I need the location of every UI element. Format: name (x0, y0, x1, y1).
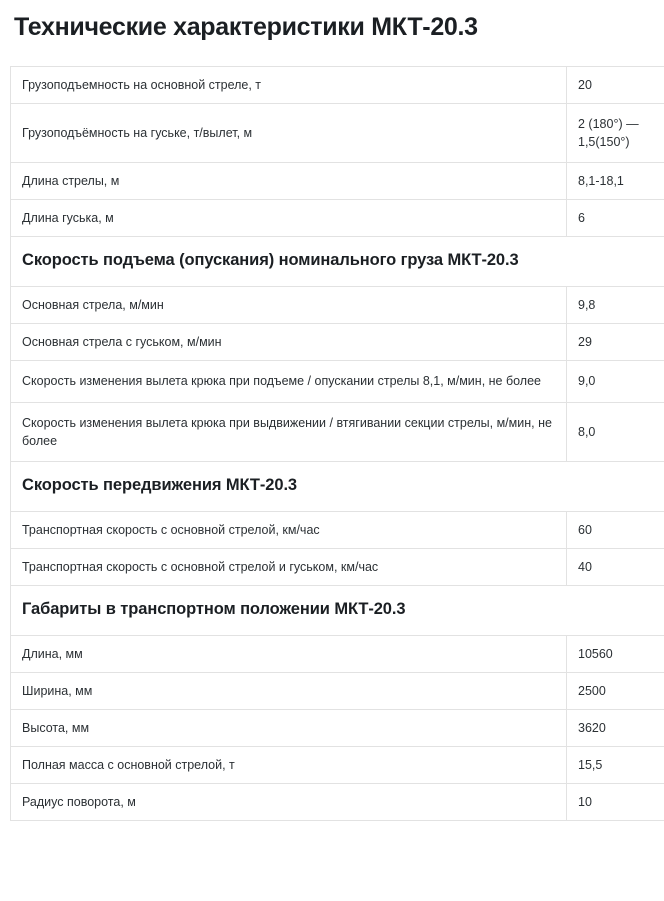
parameter-name: Длина стрелы, м (11, 163, 567, 200)
table-row (11, 784, 664, 821)
table-section-row (11, 461, 664, 511)
table-row (11, 103, 664, 162)
parameter-value: 2500 (567, 672, 664, 709)
parameter-value: 15,5 (567, 746, 664, 783)
parameter-value: 10 (567, 784, 664, 821)
table-row (11, 402, 664, 461)
parameter-name: Основная стрела, м/мин (11, 287, 567, 324)
parameter-value: 60 (567, 511, 664, 548)
table-row (11, 324, 664, 361)
parameter-name: Основная стрела с гуськом, м/мин (11, 324, 567, 361)
parameter-name: Длина, мм (11, 635, 567, 672)
table-section-row (11, 585, 664, 635)
section-heading: Скорость подъема (опускания) номинального груза МКТ-20.3 (11, 237, 664, 287)
parameter-value: 29 (567, 324, 664, 361)
specifications-table-body (11, 66, 664, 820)
parameter-name: Скорость изменения вылета крюка при подъеме / опускании стрелы 8,1, м/мин, не более (11, 361, 567, 402)
table-row (11, 163, 664, 200)
section-heading: Скорость передвижения МКТ-20.3 (11, 461, 664, 511)
parameter-value: 2 (180°) — 1,5(150°) (567, 103, 664, 162)
parameter-name: Полная масса с основной стрелой, т (11, 746, 567, 783)
table-row (11, 361, 664, 402)
parameter-value: 20 (567, 66, 664, 103)
parameter-value: 10560 (567, 635, 664, 672)
table-row (11, 287, 664, 324)
parameter-value: 40 (567, 548, 664, 585)
parameter-value: 8,0 (567, 402, 664, 461)
table-row (11, 635, 664, 672)
parameter-name: Транспортная скорость с основной стрелой и гуськом, км/час (11, 548, 567, 585)
table-section-row (11, 237, 664, 287)
parameter-name: Радиус поворота, м (11, 784, 567, 821)
parameter-value: 3620 (567, 709, 664, 746)
parameter-name: Транспортная скорость с основной стрелой, км/час (11, 511, 567, 548)
table-row (11, 511, 664, 548)
parameter-value: 8,1-18,1 (567, 163, 664, 200)
parameter-name: Длина гуська, м (11, 200, 567, 237)
parameter-name: Грузоподъёмность на гуське, т/вылет, м (11, 103, 567, 162)
table-row (11, 548, 664, 585)
parameter-name: Грузоподъемность на основной стреле, т (11, 66, 567, 103)
table-row (11, 200, 664, 237)
table-row (11, 709, 664, 746)
table-row (11, 66, 664, 103)
section-heading: Габариты в транспортном положении МКТ-20.3 (11, 585, 664, 635)
spec-page (0, 13, 664, 821)
table-row (11, 672, 664, 709)
parameter-value: 6 (567, 200, 664, 237)
table-row (11, 746, 664, 783)
parameter-value: 9,8 (567, 287, 664, 324)
parameter-name: Ширина, мм (11, 672, 567, 709)
parameter-name: Высота, мм (11, 709, 567, 746)
parameter-name: Скорость изменения вылета крюка при выдвижении / втягивании секции стрелы, м/мин, не более (11, 402, 567, 461)
parameter-value: 9,0 (567, 361, 664, 402)
page-title: Технические характеристики МКТ-20.3 (14, 13, 654, 42)
specifications-table (10, 66, 664, 821)
